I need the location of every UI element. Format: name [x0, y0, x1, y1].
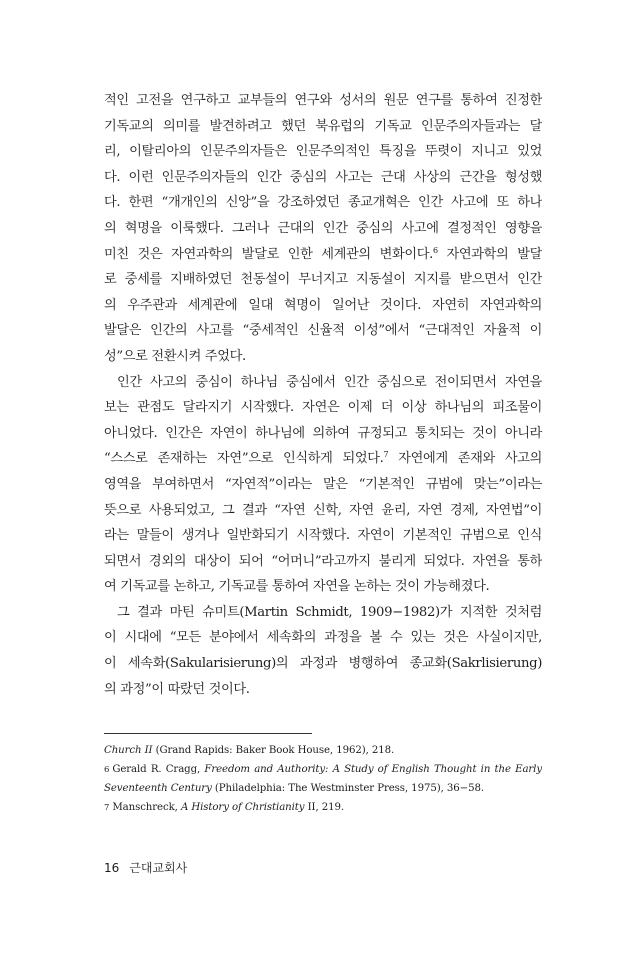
footnote-divider — [104, 733, 312, 734]
footnote-text: (Philadelphia: The Westminster Press, 1975), 36−58. — [211, 783, 484, 794]
page-number: 16 — [104, 861, 120, 875]
text-line: 다. 이런 인문주의자들의 인간 중심의 사고는 근대 사상의 근간을 형성했 — [104, 169, 542, 185]
footnote-text: (Grand Rapids: Baker Book House, 1962), 218. — [152, 745, 395, 756]
text-line: 여 기독교를 논하고, 기독교를 통하여 자연을 논하는 것이 가능해졌다. — [104, 579, 490, 595]
footnote-text: Gerald R. Cragg, — [112, 764, 205, 775]
footnote-title: Seventeenth Century — [104, 783, 212, 794]
text-line: 보는 관점도 달라지기 시작했다. 자연은 이제 더 이상 하나님의 피조물이 — [104, 400, 542, 416]
text-line: 아니었다. 인간은 자연이 하나님에 의하여 규정되고 통치되는 것이 아니라 — [104, 425, 542, 441]
page-footer — [104, 859, 187, 876]
text-line: 다. 한편 “개개인의 신앙”을 강조하였던 종교개혁은 인간 사고에 또 하나 — [104, 195, 542, 211]
text-line: 되면서 경외의 대상이 되어 “어머니”라고까지 불리게 되었다. 자연을 통하 — [104, 553, 542, 569]
text-line — [104, 446, 542, 472]
text-line: 기독교의 의미를 발견하려고 했던 북유럽의 기독교 인문주의자들과는 달 — [104, 118, 542, 134]
text-line: 로 중세를 지배하였던 천동설이 무너지고 지동설이 지지를 받으면서 인간 — [104, 272, 542, 288]
text-line: 적인 고전을 연구하고 교부들의 연구와 성서의 원문 연구를 통하여 진정한 — [104, 93, 542, 108]
text-line: 이 시대에 “모든 분야에서 세속화의 과정을 볼 수 있는 것은 사실이지만, — [104, 630, 542, 646]
text-line: 발달은 인간의 사고를 “중세적인 신율적 이성”에서 “근대적인 자율적 이 — [104, 323, 542, 339]
footnote-text: Manschreck, — [112, 802, 181, 813]
text-line: 라는 말들이 생겨나 일반화되기 시작했다. 자연이 기본적인 규범으로 인식 — [104, 528, 542, 544]
footnotes — [104, 741, 542, 817]
footnote-number: 6 — [104, 765, 110, 775]
text-line: 그 결과 마틴 슈미트(Martin Schmidt, 1909−1982)가 지적한 것처럼 — [117, 604, 542, 620]
footnote-number: 7 — [104, 803, 110, 813]
text-line — [104, 242, 542, 268]
text-line: 뜻으로 사용되었고, 그 결과 “자연 신학, 자연 윤리, 자연 경제, 자연법”이 — [104, 502, 542, 518]
footnote-line — [104, 741, 542, 760]
footnote-line — [104, 798, 542, 817]
footnote-title: Freedom and Authority: A Study of English Thought in the Early — [204, 764, 542, 775]
text-segment: “스스로 존재하는 자연”으로 인식하게 되었다. — [104, 451, 384, 467]
footnote-title: Church II — [104, 745, 153, 756]
text-line: 리, 이탈리아의 인문주의자들은 인문주의적인 특징을 뚜렷이 지니고 있었 — [104, 144, 542, 160]
text-line: 의 과정”이 따랐던 것이다. — [104, 681, 250, 697]
text-line: 영역을 부여하면서 “자연적”이라는 말은 “기본적인 규범에 맞는”이라는 — [104, 476, 542, 492]
running-title: 근대교회사 — [129, 861, 188, 875]
footnote-ref-7[interactable]: 7 — [383, 450, 389, 460]
footnote-text: II, 219. — [304, 802, 344, 813]
text-line: 의 우주관과 세계관에 일대 혁명이 일어난 것이다. 자연히 자연과학의 — [104, 297, 542, 313]
text-segment: 자연과학의 발달 — [437, 246, 542, 262]
text-line: 의 혁명을 이룩했다. 그러나 근대의 인간 중심의 사고에 결정적인 영향을 — [104, 220, 542, 236]
footnote-title: A History of Christianity — [180, 802, 305, 813]
text-segment: 미친 것은 자연과학의 발달로 인한 세계관의 변화이다. — [104, 246, 433, 262]
body-text — [104, 88, 542, 702]
text-line: 성”으로 전환시켜 주었다. — [104, 348, 246, 364]
footnote-line — [104, 779, 542, 798]
text-line: 이 세속화(Sakularisierung)의 과정과 병행하여 종교화(Sakrlisierung) — [104, 656, 542, 672]
text-segment: 자연에게 존재와 사고의 — [388, 451, 542, 467]
text-line: 인간 사고의 중심이 하나님 중심에서 인간 중심으로 전이되면서 자연을 — [117, 374, 542, 390]
footnote-line — [104, 760, 542, 779]
footnote-ref-6[interactable]: 6 — [432, 245, 438, 255]
